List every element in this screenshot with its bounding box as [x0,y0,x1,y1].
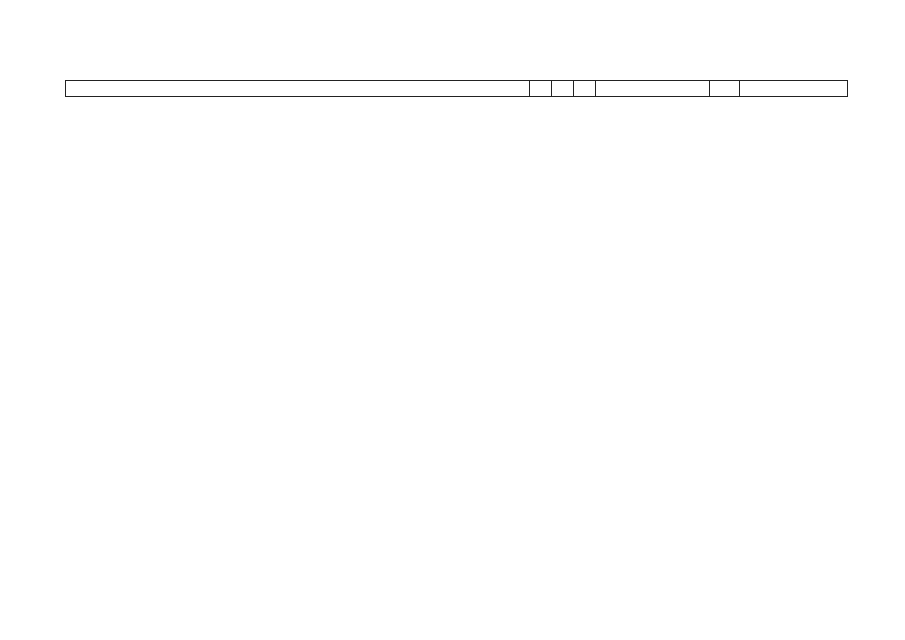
header-col-6 [709,81,740,96]
table-header [65,80,848,97]
header-col-2 [529,81,552,96]
header-col-1 [66,81,529,96]
header-col-4 [573,81,596,96]
header-col-5 [595,81,710,96]
header-col-7 [739,81,848,96]
header-col-3 [551,81,574,96]
